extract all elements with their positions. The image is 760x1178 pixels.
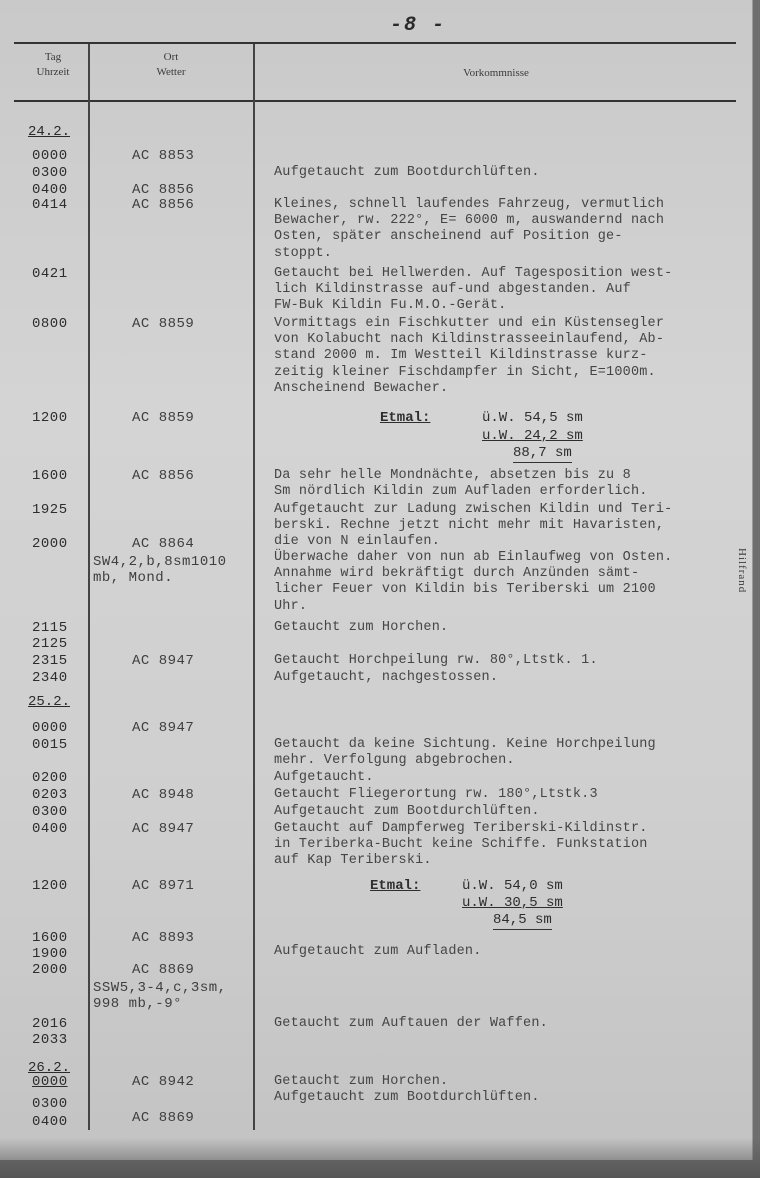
entry-weather: SW4,2,b,8sm1010 mb, Mond. <box>93 554 227 586</box>
entry-weather: SSW5,3-4,c,3sm, 998 mb,-9° <box>93 980 227 1012</box>
entry-place: AC 8947 <box>132 653 195 669</box>
entry-note: Getaucht zum Horchen. <box>274 1074 449 1089</box>
entry-note: Da sehr helle Mondnächte, absetzen bis zu 8 Sm nördlich Kildin zum Aufladen erforderlich. <box>274 468 648 500</box>
entry-time: 1600 <box>32 468 68 484</box>
entry-time: 1600 <box>32 930 68 946</box>
header-events-label: Vorkommnisse <box>463 67 529 79</box>
entry-time: 0400 <box>32 182 68 198</box>
entry-place: AC 8856 <box>132 468 195 484</box>
entry-time: 0400 <box>32 821 68 837</box>
header-weather-label: Wetter <box>156 66 186 78</box>
entry-note: Überwache daher von nun ab Einlaufweg von Osten. Annahme wird bekräftigt durch Anzünden sämt- licher Feuer von Kildin bis Teriberski um 2100 Uhr. <box>274 550 673 614</box>
entry-note: Kleines, schnell laufendes Fahrzeug, vermutlich Bewacher, rw. 222°, E= 6000 m, auswandernd nach Osten, später anscheinend auf Position ge- stoppt. <box>274 197 665 261</box>
entry-time: 0421 <box>32 266 68 282</box>
daily-run-surface: ü.W. 54,5 sm <box>482 410 583 426</box>
entry-time: 2033 <box>32 1032 68 1048</box>
date-heading: 26.2. <box>28 1060 71 1076</box>
entry-note: Aufgetaucht zur Ladung zwischen Kildin und Teri- berski. Rechne jetzt nicht mehr mit Havaristen, die von N einlaufen. <box>274 502 673 550</box>
entry-place: AC 8869 <box>132 1110 195 1126</box>
entry-note: Vormittags ein Fischkutter und ein Küstensegler von Kolabucht nach Kildinstrasseeinlaufend, Ab- stand 2000 m. Im Westteil Kildinstrasse kurz- zeitig kleiner Fischdampfer in Sicht, E=1000m. Anscheinend Bewacher. <box>274 316 665 396</box>
header-time-label: Uhrzeit <box>36 66 70 78</box>
header-bottom-rule <box>14 100 736 102</box>
entry-note: Aufgetaucht zum Bootdurchlüften. <box>274 1090 540 1105</box>
entry-place: AC 8893 <box>132 930 195 946</box>
entry-time: 1200 <box>32 878 68 894</box>
entry-time: 0800 <box>32 316 68 332</box>
entry-place: AC 8942 <box>132 1074 195 1090</box>
page-number: -8 - <box>390 14 447 37</box>
header-place-label: Ort <box>163 51 179 63</box>
entry-time: 2340 <box>32 670 68 686</box>
entry-place: AC 8864 <box>132 536 195 552</box>
entry-time: 2000 <box>32 536 68 552</box>
entry-time: 0015 <box>32 737 68 753</box>
entry-note: Aufgetaucht, nachgestossen. <box>274 670 499 685</box>
entry-note: Aufgetaucht. <box>274 770 374 785</box>
entry-place: AC 8859 <box>132 316 195 332</box>
entry-place: AC 8853 <box>132 148 195 164</box>
entry-note: Aufgetaucht zum Aufladen. <box>274 944 482 959</box>
entry-place: AC 8971 <box>132 878 195 894</box>
entry-note: Aufgetaucht zum Bootdurchlüften. <box>274 804 540 819</box>
header-day-label: Tag <box>44 51 62 63</box>
entry-time: 2000 <box>32 962 68 978</box>
margin-note: Hilfrand <box>736 548 748 594</box>
entry-time: 2016 <box>32 1016 68 1032</box>
entry-time: 0000 <box>32 1074 68 1090</box>
scan-shadow <box>0 1138 760 1178</box>
column-divider-1 <box>88 44 90 1130</box>
entry-note: Getaucht bei Hellwerden. Auf Tagesposition west- lich Kildinstrasse auf-und abgestanden. Auf FW-Buk Kildin Fu.M.O.-Gerät. <box>274 266 673 314</box>
date-heading: 24.2. <box>28 124 71 140</box>
entry-time: 0200 <box>32 770 68 786</box>
entry-time: 2125 <box>32 636 68 652</box>
entry-place: AC 8948 <box>132 787 195 803</box>
header-place-weather <box>90 50 252 80</box>
entry-note: Getaucht zum Horchen. <box>274 620 449 635</box>
entry-time: 1925 <box>32 502 68 518</box>
entry-time: 2115 <box>32 620 68 636</box>
daily-run-surface: ü.W. 54,0 sm <box>462 878 563 894</box>
date-heading: 25.2. <box>28 694 71 710</box>
daily-run-submerged: u.W. 24,2 sm <box>482 428 583 444</box>
entry-time: 0400 <box>32 1114 68 1130</box>
entry-time: 0300 <box>32 165 68 181</box>
entry-place: AC 8947 <box>132 720 195 736</box>
entry-note: Getaucht da keine Sichtung. Keine Horchpeilung mehr. Verfolgung abgebrochen. <box>274 737 656 769</box>
daily-run-total: 88,7 sm <box>513 445 572 461</box>
entry-note: Getaucht Fliegerortung rw. 180°,Ltstk.3 <box>274 787 598 802</box>
header-events <box>256 66 736 81</box>
entry-note: Getaucht auf Dampferweg Teriberski-Kildinstr. in Teriberka-Bucht keine Schiffe. Funkstation auf Kap Teriberski. <box>274 821 648 869</box>
daily-run-label: Etmal: <box>380 410 431 426</box>
entry-time: 0000 <box>32 720 68 736</box>
daily-run-label: Etmal: <box>370 878 421 894</box>
entry-place: AC 8856 <box>132 197 195 213</box>
daily-run-submerged: u.W. 30,5 sm <box>462 895 563 911</box>
entry-time: 0203 <box>32 787 68 803</box>
entry-time: 0300 <box>32 804 68 820</box>
entry-note: Aufgetaucht zum Bootdurchlüften. <box>274 165 540 180</box>
entry-time: 0300 <box>32 1096 68 1112</box>
entry-note: Getaucht zum Auftauen der Waffen. <box>274 1016 548 1031</box>
column-divider-2 <box>253 44 255 1130</box>
daily-run-total: 84,5 sm <box>493 912 552 928</box>
entry-time: 2315 <box>32 653 68 669</box>
entry-place: AC 8859 <box>132 410 195 426</box>
entry-place: AC 8869 <box>132 962 195 978</box>
entry-place: AC 8856 <box>132 182 195 198</box>
entry-place: AC 8947 <box>132 821 195 837</box>
entry-time: 1200 <box>32 410 68 426</box>
header-day-time <box>20 50 86 80</box>
entry-time: 0000 <box>32 148 68 164</box>
entry-note: Getaucht Horchpeilung rw. 80°,Ltstk. 1. <box>274 653 598 668</box>
entry-time: 0414 <box>32 197 68 213</box>
entry-time: 1900 <box>32 946 68 962</box>
header-top-rule <box>14 42 736 44</box>
